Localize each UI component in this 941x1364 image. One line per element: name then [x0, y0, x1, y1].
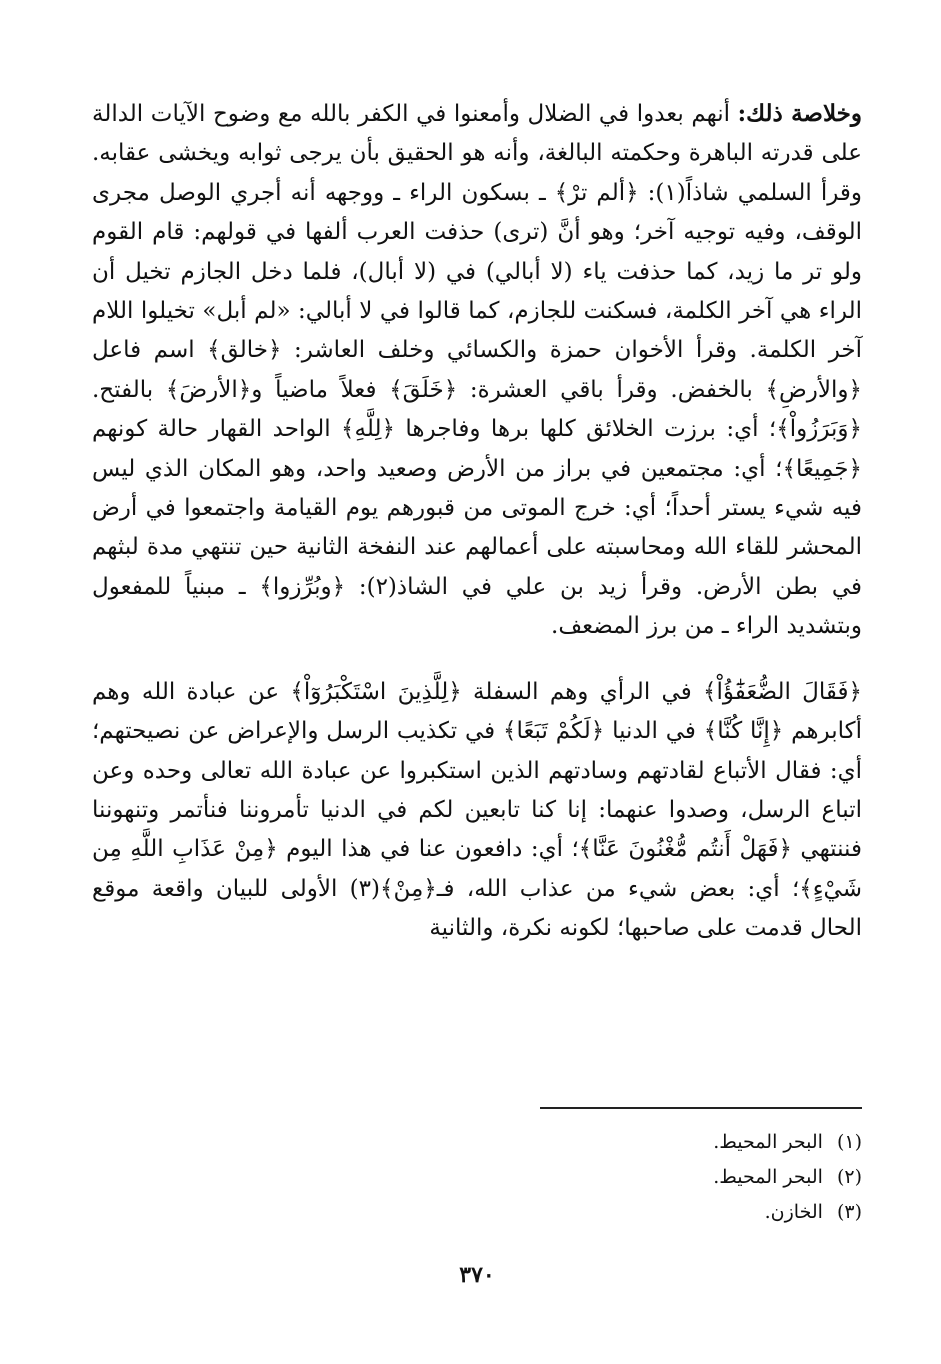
footnote-text: البحر المحيط. — [713, 1166, 823, 1188]
footnote-text: الخازن. — [764, 1201, 823, 1223]
footnote-item — [92, 1195, 862, 1230]
footnote-separator — [540, 1107, 862, 1109]
footnote-number: (٢) — [836, 1166, 862, 1188]
page-number: ٣٧٠ — [459, 1262, 495, 1288]
paragraph-2-text: ﴿فَقَالَ الضُّعَفَٰٓؤُاْ﴾ في الرأي وهم السفلة ﴿لِلَّذِينَ اسْتَكْبَرُوٓاْ﴾ عن عبادة الله وهم أكابرهم ﴿إِنَّا كُنَّا﴾ في الدنيا ﴿لَكُمْ تَبَعًا﴾ في تكذيب الرسل والإعراض عن نصيحتهم؛ أي: فقال الأتباع لقادتهم وسادتهم الذين استكبروا عن عبادة الله تعالى وحده وعن اتباع الرسل، وصدوا عنهما: إنا كنا تابعين لكم في الدنيا تأمروننا فنأتمر وتنهوننا فننتهي ﴿فَهَلْ أَنتُم مُّغْنُونَ عَنَّا﴾؛ أي: دافعون عنا في هذا اليوم ﴿مِنْ عَذَابِ اللَّهِ مِن شَيْءٍ﴾؛ أي: بعض شيء من عذاب الله، فـ﴿مِنْ﴾(٣) الأولى للبيان واقعة موقع الحال قدمت على صاحبها؛ لكونه نكرة، والثانية — [92, 678, 862, 942]
body-paragraph-2 — [92, 673, 862, 949]
footnote-item — [92, 1160, 862, 1195]
footnote-number: (١) — [836, 1131, 862, 1153]
summary-lead: وخلاصة ذلك: — [737, 100, 862, 127]
footnote-text: البحر المحيط. — [713, 1131, 823, 1153]
footnotes-list — [92, 1125, 862, 1230]
paragraph-1-text: أنهم بعدوا في الضلال وأمعنوا في الكفر بالله مع وضوح الآيات الدالة على قدرته الباهرة وحكمته البالغة، وأنه هو الحقيق بأن يرجى ثوابه ويخشى عقابه. وقرأ السلمي شاذاً(١): ﴿ألم ترْ﴾ ـ بسكون الراء ـ ووجهه أنه أجري الوصل مجرى الوقف، وفيه توجيه آخر؛ وهو أنَّ (ترى) حذفت العرب ألفها في قولهم: قام القوم ولو تر ما زيد، كما حذفت ياء (لا أبالي) في (لا أبال)، فلما دخل الجازم تخيل أن الراء هي آخر الكلمة، فسكنت للجازم، كما قالوا في لا أبالي: «لم أبل» تخيلوا اللام آخر الكلمة. وقرأ الأخوان حمزة والكسائي وخلف العاشر: ﴿خالق﴾ اسم فاعل ﴿والأرضِ﴾ بالخفض. وقرأ باقي العشرة: ﴿خَلَقَ﴾ فعلاً ماضياً و﴿الأرضَ﴾ بالفتح. ﴿وَبَرَزُواْ﴾؛ أي: برزت الخلائق كلها برها وفاجرها ﴿لِلَّهِ﴾ الواحد القهار حالة كونهم ﴿جَمِيعًا﴾؛ أي: مجتمعين في براز من الأرض وصعيد واحد، وهو المكان الذي ليس فيه شيء يستر أحداً؛ أي: خرج الموتى من قبورهم يوم القيامة واجتمعوا في أرض المحشر للقاء الله ومحاسبته على أعمالهم عند النفخة الثانية حين تنتهي مدة لبثهم في بطن الأرض. وقرأ زيد بن علي في الشاذ(٢): ﴿وبُرِّزوا﴾ ـ مبنياً للمفعول وبتشديد الراء ـ من برز المضعف. — [92, 101, 863, 640]
footnote-number: (٣) — [836, 1201, 862, 1223]
footnote-item — [92, 1125, 862, 1160]
body-paragraph-1 — [92, 94, 862, 647]
book-page — [92, 94, 862, 1334]
